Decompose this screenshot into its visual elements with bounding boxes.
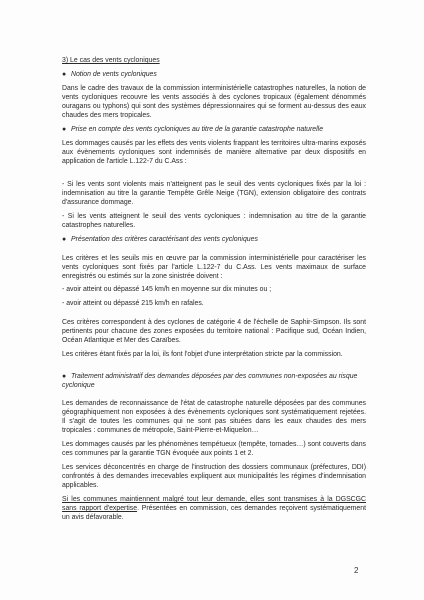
page-number: 2 — [354, 566, 359, 575]
subsection-heading-text: Notion de vents cycloniques — [71, 71, 157, 78]
paragraph-criteres: Les critères et les seuils mis en œuvre par la commission interministérielle pour caractériser les vents cycloniques sont fixés par l'article L.122-7 du C.Ass. Les vents maximaux de surface enregistrés ou estimés sur la zone sinistrée doivent : — [62, 255, 366, 281]
bullet-icon: ● — [62, 236, 67, 243]
paragraph-interpretation: Les critères étant fixés par la loi, ils font l'objet d'une interprétation stricte par la commission. — [62, 351, 343, 358]
paragraph-tgn: - Si les vents sont violents mais n'atteignent pas le seuil des vents cycloniques fixés par la loi : indemnisation au titre la garantie Tempête Grêle Neige (TGN), extension obligatoire des contrats d'assurance dommage. — [62, 181, 366, 207]
subsection-heading-notion — [62, 70, 366, 79]
section-title: 3) Le cas des vents cycloniques — [62, 57, 160, 64]
paragraph-seuil-rafales: - avoir atteint ou dépassé 215 km/h en rafales. — [62, 300, 204, 307]
bullet-icon: ● — [62, 373, 67, 380]
paragraph-rejet: Les demandes de reconnaissance de l'état de catastrophe naturelle déposées par des communes géographiquement non exposées à des évènements cycloniques sont systématiquement rejetées. Il s'agit de toutes les communes qui ne sont pas situées dans les eaux chaudes des mers tropicales : communes de métropole, Saint-Pierre-et-Miquelon… — [62, 400, 366, 435]
paragraph-catnat: - Si les vents atteignent le seuil des vents cycloniques : indemnisation au titre de la garantie catastrophes naturelles. — [62, 213, 366, 230]
paragraph-dispositifs: Les dommages causés par les effets des vents violents frappant les territoires ultra-marins exposés aux évènements cycloniques sont indemnisés de manière alternative par deux dispositifs en application de l'article L.122-7 du C.Ass : — [62, 140, 366, 166]
bullet-icon: ● — [62, 71, 67, 78]
bullet-icon: ● — [62, 126, 67, 133]
subsection-heading-text: Prise en compte des vents cycloniques au titre de la garantie catastrophe naturelle — [71, 126, 324, 133]
paragraph-tempetueux: Les dommages causés par les phénomènes tempétueux (tempête, tornades…) sont couverts dans ces communes par la garantie TGN évoquée aux points 1 et 2. — [62, 441, 366, 458]
subsection-heading-text: Traitement administratif des demandes déposées par des communes non-exposées au risque cyclonique — [62, 373, 358, 390]
paragraph-categorie: Ces critères correspondent à des cyclones de catégorie 4 de l'échelle de Saphir-Simpson. Ils sont pertinents pour chacune des zones exposées du territoire national : Pacifique sud, Océan Indien, Océan Atlantique et Mer des Caraïbes. — [62, 319, 366, 345]
paragraph-notion: Dans le cadre des travaux de la commission interministérielle catastrophes naturelles, la notion de vents cycloniques recouvre les vents associés à des cyclones tropicaux (également dénommés ouragans ou typhons) qui sont des systèmes dépressionnaires qui se forment au-dessus des eaux chaudes des mers tropicales. — [62, 85, 366, 120]
underlined-text: Si les communes maintiennent malgré tout leur demande, elles sont transmises à la DGSCGC sans rapport d'expertise — [62, 496, 366, 513]
paragraph-text: . Présentées en commission, ces demandes reçoivent systématiquement un avis défavorable. — [62, 505, 367, 522]
paragraph-transmission — [62, 495, 366, 522]
subsection-heading-traitement — [62, 372, 366, 390]
subsection-heading-text: Présentation des critères caractérisant des vents cycloniques — [71, 236, 258, 243]
subsection-heading-prise-en-compte — [62, 125, 366, 134]
paragraph-services: Les services déconcentrés en charge de l'instruction des dossiers communaux (préfectures, DDI) confrontés à des demandes irrecevables expliquent aux municipalités les régimes d'indemnisation applicables. — [62, 464, 366, 490]
subsection-heading-criteres — [62, 235, 366, 244]
paragraph-seuil-moyen: - avoir atteint ou dépassé 145 km/h en moyenne sur dix minutes ou ; — [62, 286, 272, 293]
